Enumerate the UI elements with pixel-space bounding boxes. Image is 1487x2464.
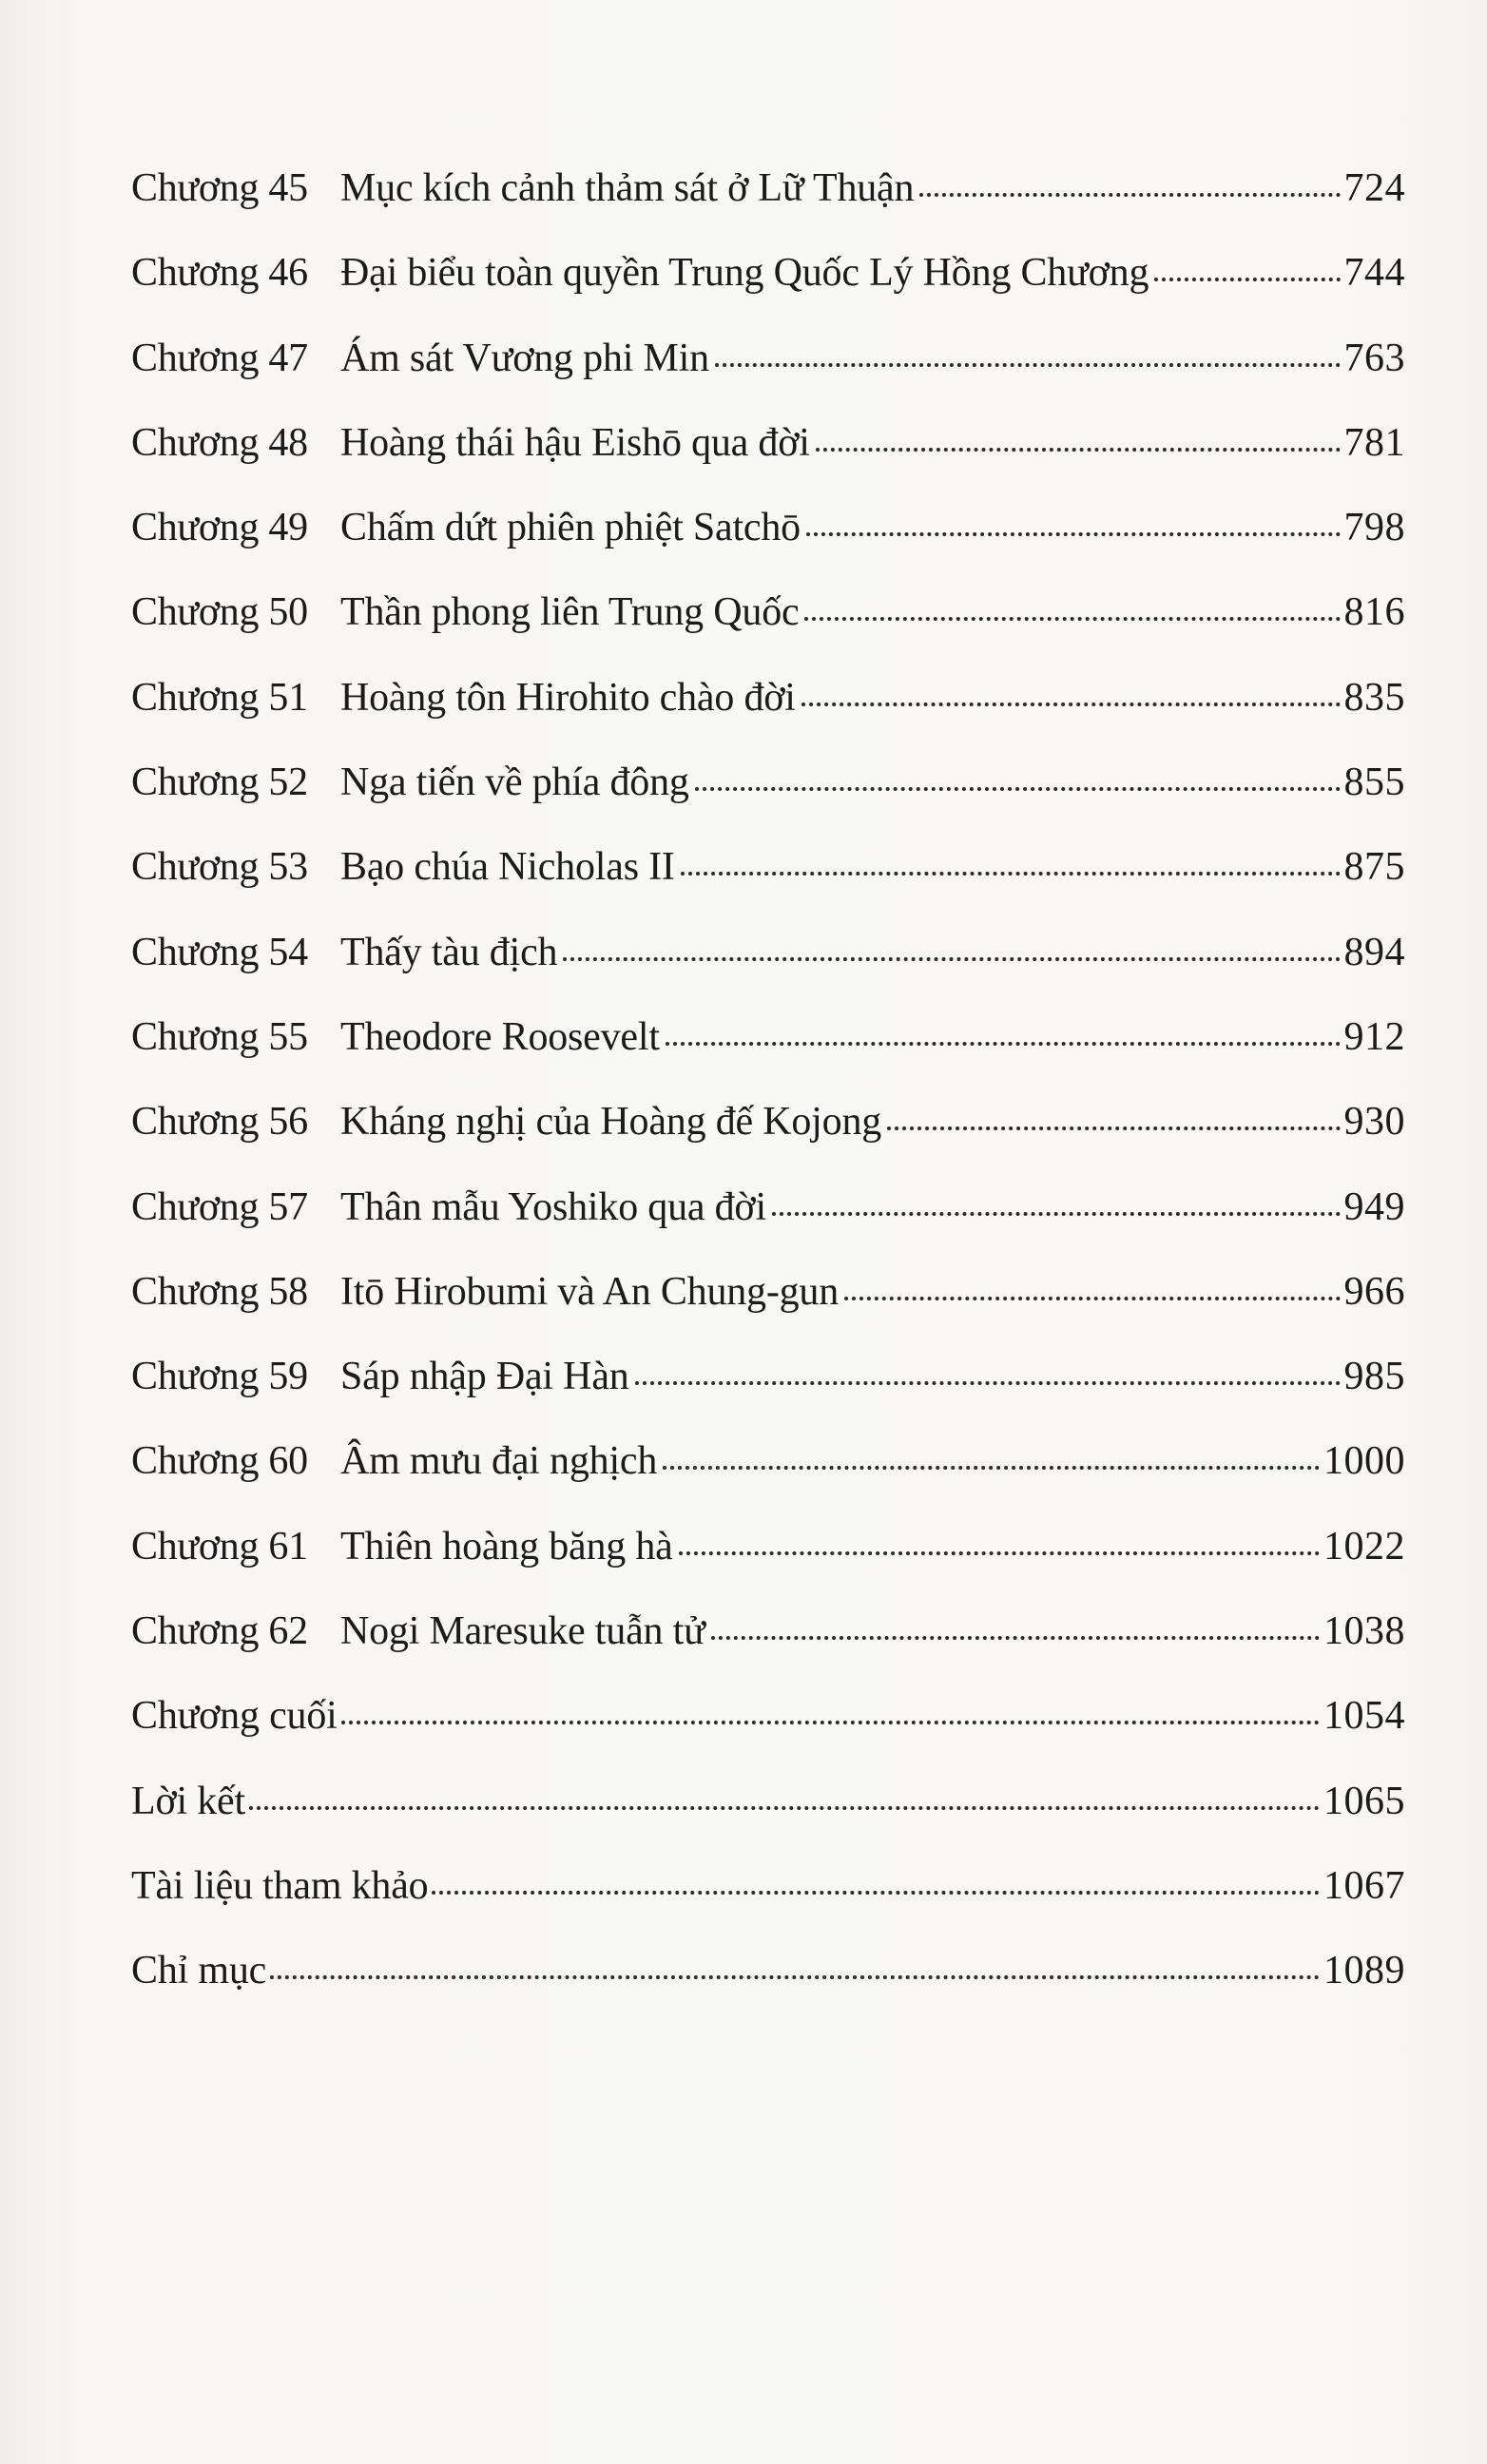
table-of-contents (131, 164, 1405, 2031)
page-number: 835 (1343, 675, 1405, 720)
page-number: 855 (1343, 760, 1405, 805)
section-title: Tài liệu tham khảo (131, 1863, 429, 1908)
toc-entry[interactable] (131, 758, 1405, 842)
toc-entry[interactable] (131, 842, 1405, 927)
chapter-label: Chương 48 (131, 420, 308, 465)
chapter-label: Chương 45 (131, 166, 308, 210)
chapter-title: Thiên hoàng băng hà (340, 1524, 673, 1569)
page-number: 1089 (1323, 1949, 1405, 1993)
toc-entry[interactable] (131, 587, 1405, 672)
toc-entry[interactable] (131, 248, 1405, 333)
page-number: 985 (1343, 1355, 1405, 1399)
chapter-title: Sáp nhập Đại Hàn (340, 1355, 629, 1399)
dot-leader (666, 1042, 1341, 1046)
page-number: 1022 (1323, 1524, 1405, 1569)
page-number: 894 (1343, 930, 1405, 974)
dot-leader (711, 1636, 1320, 1640)
toc-entry[interactable] (131, 334, 1405, 418)
dot-leader (887, 1126, 1340, 1130)
dot-leader (249, 1806, 1320, 1810)
page-number: 744 (1343, 251, 1405, 296)
toc-entry[interactable] (131, 1352, 1405, 1436)
chapter-title: Hoàng tôn Hirohito chào đời (340, 675, 796, 720)
dot-leader (772, 1212, 1341, 1216)
toc-entry[interactable] (131, 1777, 1405, 1861)
dot-leader (341, 1721, 1320, 1724)
chapter-title: Theodore Roosevelt (340, 1014, 660, 1059)
chapter-title: Ám sát Vương phi Min (340, 336, 709, 380)
toc-entry[interactable] (131, 1267, 1405, 1352)
page-number: 875 (1343, 845, 1405, 890)
dot-leader (715, 363, 1341, 367)
dot-leader (563, 957, 1340, 961)
toc-entry[interactable] (131, 928, 1405, 1012)
chapter-label: Chương 52 (131, 760, 308, 805)
dot-leader (695, 787, 1341, 791)
dot-leader (806, 532, 1341, 536)
chapter-title: Âm mưu đại nghịch (340, 1439, 658, 1484)
chapter-label: Chương 61 (131, 1524, 308, 1569)
chapter-title: Chấm dứt phiên phiệt Satchō (340, 506, 801, 550)
chapter-title: Itō Hirobumi và An Chung-gun (340, 1269, 840, 1314)
page-number: 763 (1343, 336, 1405, 380)
chapter-label: Chương 62 (131, 1609, 308, 1654)
dot-leader (663, 1466, 1320, 1470)
page-number: 912 (1343, 1014, 1405, 1059)
chapter-title: Hoàng thái hậu Eishō qua đời (340, 420, 810, 465)
toc-entry[interactable] (131, 1607, 1405, 1691)
toc-entry[interactable] (131, 418, 1405, 503)
dot-leader (919, 193, 1340, 197)
toc-entry[interactable] (131, 1691, 1405, 1776)
toc-entry[interactable] (131, 1946, 1405, 2031)
dot-leader (816, 448, 1341, 452)
page-number: 966 (1343, 1269, 1405, 1314)
chapter-label: Chương 47 (131, 336, 308, 380)
dot-leader (679, 1551, 1320, 1555)
dot-leader (1154, 278, 1340, 281)
page-number: 1000 (1323, 1439, 1405, 1484)
toc-entry[interactable] (131, 503, 1405, 587)
chapter-title: Thần phong liên Trung Quốc (340, 590, 800, 635)
toc-entry[interactable] (131, 1097, 1405, 1182)
dot-leader (681, 872, 1341, 876)
toc-entry[interactable] (131, 1012, 1405, 1097)
dot-leader (801, 703, 1341, 706)
toc-entry[interactable] (131, 1522, 1405, 1607)
toc-entry[interactable] (131, 1183, 1405, 1267)
page-number: 1054 (1323, 1694, 1405, 1739)
chapter-title: Kháng nghị của Hoàng đế Kojong (340, 1100, 882, 1145)
chapter-label: Chương 54 (131, 930, 308, 974)
chapter-label: Chương 53 (131, 845, 308, 890)
chapter-title: Nogi Maresuke tuẫn tử (340, 1609, 705, 1654)
chapter-title: Bạo chúa Nicholas II (340, 845, 675, 890)
chapter-label: Chương 57 (131, 1184, 308, 1229)
page-number: 781 (1343, 420, 1405, 465)
chapter-title: Thân mẫu Yoshiko qua đời (340, 1184, 766, 1229)
dot-leader (804, 617, 1340, 621)
dot-leader (635, 1381, 1341, 1385)
chapter-label: Chương 58 (131, 1269, 308, 1314)
toc-entry[interactable] (131, 164, 1405, 248)
page-number: 798 (1343, 506, 1405, 550)
chapter-title: Thấy tàu địch (340, 930, 558, 974)
page-number: 1067 (1323, 1863, 1405, 1908)
toc-entry[interactable] (131, 1861, 1405, 1946)
toc-entry[interactable] (131, 1436, 1405, 1521)
chapter-title: Nga tiến về phía đông (340, 760, 689, 805)
chapter-label: Chương 49 (131, 506, 308, 550)
chapter-label: Chương 60 (131, 1439, 308, 1484)
section-title: Chương cuối (131, 1694, 338, 1739)
chapter-label: Chương 59 (131, 1355, 308, 1399)
page-number: 816 (1343, 590, 1405, 635)
toc-entry[interactable] (131, 673, 1405, 758)
page-number: 1038 (1323, 1609, 1405, 1654)
page-number: 724 (1343, 166, 1405, 210)
chapter-label: Chương 55 (131, 1014, 308, 1059)
chapter-label: Chương 51 (131, 675, 308, 720)
dot-leader (270, 1975, 1320, 1979)
page-number: 949 (1343, 1184, 1405, 1229)
chapter-label: Chương 46 (131, 251, 308, 296)
chapter-label: Chương 56 (131, 1100, 308, 1145)
dot-leader (432, 1891, 1320, 1895)
chapter-label: Chương 50 (131, 590, 308, 635)
page-number: 930 (1343, 1100, 1405, 1145)
dot-leader (844, 1297, 1340, 1300)
chapter-title: Mục kích cảnh thảm sát ở Lữ Thuận (340, 166, 915, 210)
page-number: 1065 (1323, 1779, 1405, 1823)
section-title: Chỉ mục (131, 1949, 267, 1993)
section-title: Lời kết (131, 1779, 245, 1823)
chapter-title: Đại biểu toàn quyền Trung Quốc Lý Hồng Chương (340, 251, 1149, 296)
